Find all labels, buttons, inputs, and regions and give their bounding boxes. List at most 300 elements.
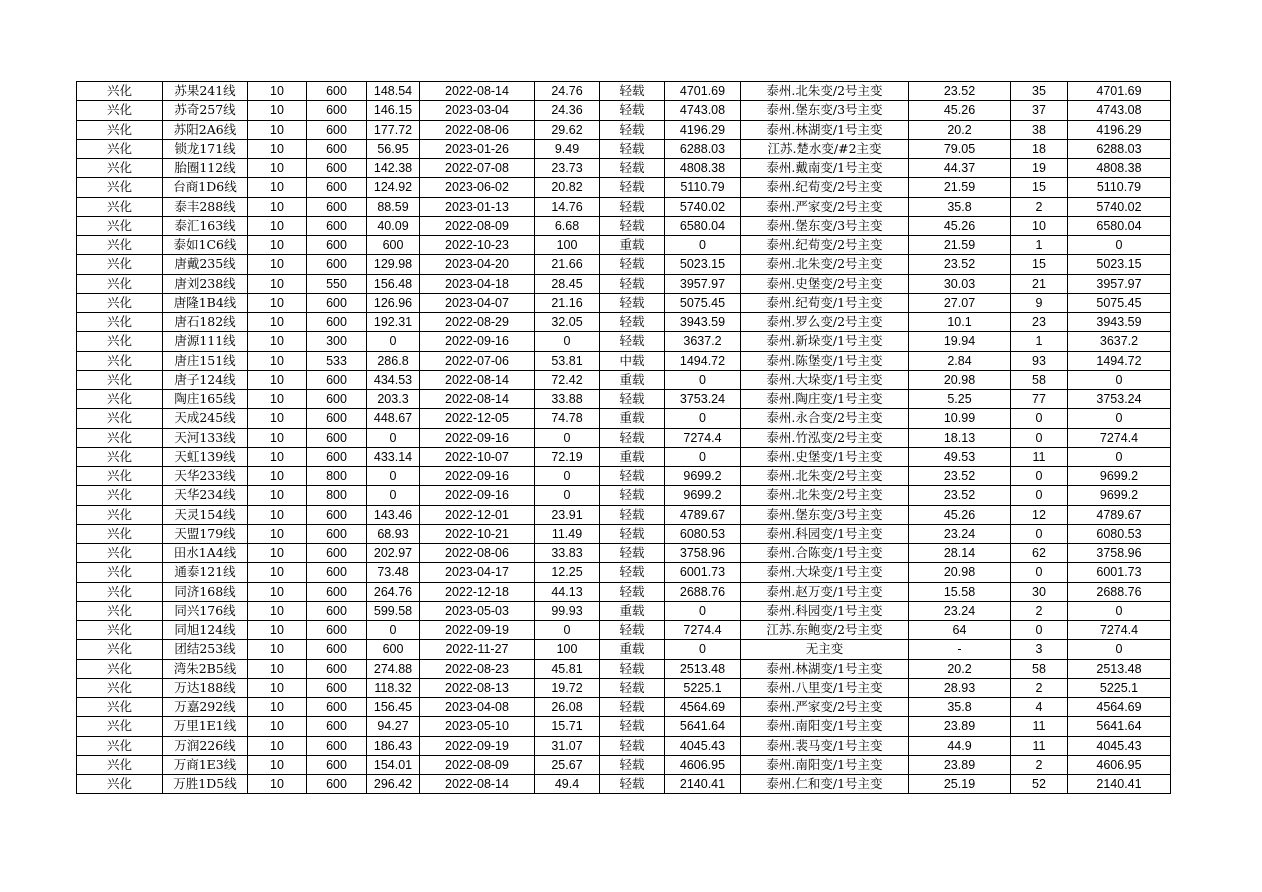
remaining-capacity-cell: 0 xyxy=(1068,601,1171,620)
load-rate-cell: 23.73 xyxy=(535,159,600,178)
available-capacity-cell: 5075.45 xyxy=(665,293,741,312)
transformer-cell: 泰州.仁和变/1号主变 xyxy=(741,775,909,794)
date-cell: 2022-08-23 xyxy=(420,659,535,678)
capacity-cell: 600 xyxy=(307,678,367,697)
load-status-cell: 轻载 xyxy=(600,101,665,120)
voltage-cell: 10 xyxy=(248,698,307,717)
region-cell: 兴化 xyxy=(77,82,163,101)
max-load-cell: 148.54 xyxy=(367,82,420,101)
transformer-load-rate-cell: 28.93 xyxy=(909,678,1011,697)
date-cell: 2022-08-09 xyxy=(420,216,535,235)
max-load-cell: 88.59 xyxy=(367,197,420,216)
region-cell: 兴化 xyxy=(77,505,163,524)
date-cell: 2022-11-27 xyxy=(420,640,535,659)
max-load-cell: 0 xyxy=(367,332,420,351)
voltage-cell: 10 xyxy=(248,409,307,428)
table-row xyxy=(77,178,1171,197)
line-name-cell: 万商1E3线 xyxy=(163,755,248,774)
transformer-load-rate-cell: 28.14 xyxy=(909,544,1011,563)
available-capacity-cell: 6288.03 xyxy=(665,139,741,158)
count-cell: 11 xyxy=(1011,447,1068,466)
region-cell: 兴化 xyxy=(77,101,163,120)
transformer-load-rate-cell: 44.9 xyxy=(909,736,1011,755)
available-capacity-cell: 5225.1 xyxy=(665,678,741,697)
line-name-cell: 苏果241线 xyxy=(163,82,248,101)
voltage-cell: 10 xyxy=(248,351,307,370)
count-cell: 11 xyxy=(1011,736,1068,755)
remaining-capacity-cell: 3943.59 xyxy=(1068,313,1171,332)
voltage-cell: 10 xyxy=(248,736,307,755)
load-status-cell: 重载 xyxy=(600,640,665,659)
region-cell: 兴化 xyxy=(77,698,163,717)
remaining-capacity-cell: 4808.38 xyxy=(1068,159,1171,178)
voltage-cell: 10 xyxy=(248,717,307,736)
transformer-load-rate-cell: 79.05 xyxy=(909,139,1011,158)
transformer-load-rate-cell: 30.03 xyxy=(909,274,1011,293)
line-name-cell: 天华234线 xyxy=(163,486,248,505)
max-load-cell: 202.97 xyxy=(367,544,420,563)
max-load-cell: 146.15 xyxy=(367,101,420,120)
voltage-cell: 10 xyxy=(248,370,307,389)
table-row xyxy=(77,390,1171,409)
table-row xyxy=(77,197,1171,216)
capacity-cell: 600 xyxy=(307,505,367,524)
voltage-cell: 10 xyxy=(248,524,307,543)
remaining-capacity-cell: 0 xyxy=(1068,447,1171,466)
transformer-cell: 泰州.史堡变/1号主变 xyxy=(741,447,909,466)
max-load-cell: 433.14 xyxy=(367,447,420,466)
region-cell: 兴化 xyxy=(77,390,163,409)
remaining-capacity-cell: 0 xyxy=(1068,236,1171,255)
line-name-cell: 唐石182线 xyxy=(163,313,248,332)
date-cell: 2022-12-18 xyxy=(420,582,535,601)
remaining-capacity-cell: 3758.96 xyxy=(1068,544,1171,563)
transformer-load-rate-cell: 23.24 xyxy=(909,601,1011,620)
max-load-cell: 142.38 xyxy=(367,159,420,178)
count-cell: 62 xyxy=(1011,544,1068,563)
capacity-cell: 600 xyxy=(307,120,367,139)
region-cell: 兴化 xyxy=(77,409,163,428)
transformer-cell: 泰州.纪荀变/2号主变 xyxy=(741,236,909,255)
available-capacity-cell: 6001.73 xyxy=(665,563,741,582)
load-rate-cell: 20.82 xyxy=(535,178,600,197)
load-rate-cell: 32.05 xyxy=(535,313,600,332)
load-status-cell: 轻载 xyxy=(600,255,665,274)
remaining-capacity-cell: 5740.02 xyxy=(1068,197,1171,216)
capacity-cell: 600 xyxy=(307,255,367,274)
date-cell: 2022-12-05 xyxy=(420,409,535,428)
max-load-cell: 434.53 xyxy=(367,370,420,389)
region-cell: 兴化 xyxy=(77,293,163,312)
capacity-cell: 600 xyxy=(307,755,367,774)
max-load-cell: 118.32 xyxy=(367,678,420,697)
max-load-cell: 264.76 xyxy=(367,582,420,601)
table-row xyxy=(77,563,1171,582)
max-load-cell: 129.98 xyxy=(367,255,420,274)
date-cell: 2022-08-06 xyxy=(420,544,535,563)
transformer-cell: 泰州.陶庄变/1号主变 xyxy=(741,390,909,409)
line-name-cell: 万里1E1线 xyxy=(163,717,248,736)
transformer-cell: 泰州.竹泓变/2号主变 xyxy=(741,428,909,447)
available-capacity-cell: 0 xyxy=(665,409,741,428)
date-cell: 2022-09-19 xyxy=(420,736,535,755)
line-name-cell: 胎圈112线 xyxy=(163,159,248,178)
region-cell: 兴化 xyxy=(77,428,163,447)
transformer-cell: 江苏.东鲍变/2号主变 xyxy=(741,621,909,640)
transformer-load-rate-cell: 18.13 xyxy=(909,428,1011,447)
region-cell: 兴化 xyxy=(77,736,163,755)
capacity-cell: 600 xyxy=(307,178,367,197)
table-row xyxy=(77,293,1171,312)
max-load-cell: 40.09 xyxy=(367,216,420,235)
voltage-cell: 10 xyxy=(248,640,307,659)
transformer-load-rate-cell: 20.2 xyxy=(909,120,1011,139)
available-capacity-cell: 7274.4 xyxy=(665,428,741,447)
date-cell: 2022-07-08 xyxy=(420,159,535,178)
max-load-cell: 192.31 xyxy=(367,313,420,332)
line-name-cell: 唐源111线 xyxy=(163,332,248,351)
available-capacity-cell: 2513.48 xyxy=(665,659,741,678)
voltage-cell: 10 xyxy=(248,428,307,447)
transformer-cell: 泰州.林湖变/1号主变 xyxy=(741,120,909,139)
table-row xyxy=(77,255,1171,274)
max-load-cell: 274.88 xyxy=(367,659,420,678)
voltage-cell: 10 xyxy=(248,197,307,216)
capacity-cell: 600 xyxy=(307,293,367,312)
max-load-cell: 0 xyxy=(367,467,420,486)
load-rate-cell: 21.66 xyxy=(535,255,600,274)
load-status-cell: 轻载 xyxy=(600,582,665,601)
transformer-load-rate-cell: 20.98 xyxy=(909,370,1011,389)
transformer-load-rate-cell: 21.59 xyxy=(909,236,1011,255)
line-name-cell: 陶庄165线 xyxy=(163,390,248,409)
transformer-load-rate-cell: 10.1 xyxy=(909,313,1011,332)
transformer-cell: 泰州.北朱变/2号主变 xyxy=(741,255,909,274)
load-status-cell: 轻载 xyxy=(600,178,665,197)
transformer-load-rate-cell: 10.99 xyxy=(909,409,1011,428)
load-status-cell: 轻载 xyxy=(600,120,665,139)
transformer-cell: 泰州.南阳变/1号主变 xyxy=(741,717,909,736)
voltage-cell: 10 xyxy=(248,467,307,486)
region-cell: 兴化 xyxy=(77,563,163,582)
count-cell: 15 xyxy=(1011,255,1068,274)
transformer-cell: 泰州.大垛变/1号主变 xyxy=(741,370,909,389)
voltage-cell: 10 xyxy=(248,274,307,293)
load-rate-cell: 9.49 xyxy=(535,139,600,158)
available-capacity-cell: 4196.29 xyxy=(665,120,741,139)
region-cell: 兴化 xyxy=(77,370,163,389)
line-name-cell: 同旭124线 xyxy=(163,621,248,640)
voltage-cell: 10 xyxy=(248,390,307,409)
line-name-cell: 万达188线 xyxy=(163,678,248,697)
region-cell: 兴化 xyxy=(77,640,163,659)
table-row xyxy=(77,582,1171,601)
count-cell: 19 xyxy=(1011,159,1068,178)
voltage-cell: 10 xyxy=(248,582,307,601)
load-status-cell: 轻载 xyxy=(600,717,665,736)
load-status-cell: 轻载 xyxy=(600,313,665,332)
capacity-cell: 600 xyxy=(307,447,367,466)
date-cell: 2023-03-04 xyxy=(420,101,535,120)
voltage-cell: 10 xyxy=(248,775,307,794)
remaining-capacity-cell: 6580.04 xyxy=(1068,216,1171,235)
voltage-cell: 10 xyxy=(248,544,307,563)
date-cell: 2022-07-06 xyxy=(420,351,535,370)
voltage-cell: 10 xyxy=(248,236,307,255)
region-cell: 兴化 xyxy=(77,467,163,486)
count-cell: 93 xyxy=(1011,351,1068,370)
voltage-cell: 10 xyxy=(248,216,307,235)
date-cell: 2023-04-07 xyxy=(420,293,535,312)
voltage-cell: 10 xyxy=(248,678,307,697)
load-status-cell: 轻载 xyxy=(600,390,665,409)
load-status-cell: 轻载 xyxy=(600,524,665,543)
region-cell: 兴化 xyxy=(77,197,163,216)
table-row xyxy=(77,678,1171,697)
line-name-cell: 同兴176线 xyxy=(163,601,248,620)
table-row xyxy=(77,139,1171,158)
load-status-cell: 轻载 xyxy=(600,428,665,447)
remaining-capacity-cell: 4196.29 xyxy=(1068,120,1171,139)
available-capacity-cell: 4808.38 xyxy=(665,159,741,178)
count-cell: 10 xyxy=(1011,216,1068,235)
table-row xyxy=(77,775,1171,794)
voltage-cell: 10 xyxy=(248,505,307,524)
transformer-cell: 泰州.大垛变/1号主变 xyxy=(741,563,909,582)
region-cell: 兴化 xyxy=(77,601,163,620)
region-cell: 兴化 xyxy=(77,159,163,178)
max-load-cell: 156.45 xyxy=(367,698,420,717)
capacity-cell: 600 xyxy=(307,640,367,659)
table-row xyxy=(77,120,1171,139)
line-name-cell: 唐子124线 xyxy=(163,370,248,389)
available-capacity-cell: 3943.59 xyxy=(665,313,741,332)
table-row xyxy=(77,447,1171,466)
region-cell: 兴化 xyxy=(77,524,163,543)
region-cell: 兴化 xyxy=(77,447,163,466)
load-rate-cell: 31.07 xyxy=(535,736,600,755)
load-rate-cell: 6.68 xyxy=(535,216,600,235)
available-capacity-cell: 5641.64 xyxy=(665,717,741,736)
voltage-cell: 10 xyxy=(248,447,307,466)
count-cell: 58 xyxy=(1011,659,1068,678)
line-name-cell: 天成245线 xyxy=(163,409,248,428)
date-cell: 2022-09-19 xyxy=(420,621,535,640)
load-rate-cell: 28.45 xyxy=(535,274,600,293)
remaining-capacity-cell: 4564.69 xyxy=(1068,698,1171,717)
load-status-cell: 轻载 xyxy=(600,332,665,351)
line-name-cell: 同济168线 xyxy=(163,582,248,601)
capacity-cell: 600 xyxy=(307,524,367,543)
load-rate-cell: 99.93 xyxy=(535,601,600,620)
voltage-cell: 10 xyxy=(248,313,307,332)
load-status-cell: 轻载 xyxy=(600,82,665,101)
date-cell: 2022-08-14 xyxy=(420,370,535,389)
date-cell: 2022-08-13 xyxy=(420,678,535,697)
load-status-cell: 轻载 xyxy=(600,659,665,678)
load-status-cell: 轻载 xyxy=(600,293,665,312)
max-load-cell: 94.27 xyxy=(367,717,420,736)
load-status-cell: 轻载 xyxy=(600,736,665,755)
load-status-cell: 重载 xyxy=(600,601,665,620)
transformer-load-rate-cell: 21.59 xyxy=(909,178,1011,197)
max-load-cell: 186.43 xyxy=(367,736,420,755)
voltage-cell: 10 xyxy=(248,139,307,158)
voltage-cell: 10 xyxy=(248,178,307,197)
load-rate-cell: 0 xyxy=(535,621,600,640)
available-capacity-cell: 3957.97 xyxy=(665,274,741,293)
remaining-capacity-cell: 2140.41 xyxy=(1068,775,1171,794)
capacity-cell: 600 xyxy=(307,601,367,620)
region-cell: 兴化 xyxy=(77,178,163,197)
remaining-capacity-cell: 4743.08 xyxy=(1068,101,1171,120)
transformer-cell: 泰州.合陈变/1号主变 xyxy=(741,544,909,563)
load-status-cell: 轻载 xyxy=(600,755,665,774)
available-capacity-cell: 9699.2 xyxy=(665,467,741,486)
line-name-cell: 天盟179线 xyxy=(163,524,248,543)
load-rate-cell: 49.4 xyxy=(535,775,600,794)
table-row xyxy=(77,659,1171,678)
table-row xyxy=(77,216,1171,235)
remaining-capacity-cell: 1494.72 xyxy=(1068,351,1171,370)
capacity-cell: 600 xyxy=(307,216,367,235)
load-rate-cell: 24.36 xyxy=(535,101,600,120)
transformer-cell: 泰州.堡东变/3号主变 xyxy=(741,505,909,524)
available-capacity-cell: 4606.95 xyxy=(665,755,741,774)
transformer-load-rate-cell: 23.89 xyxy=(909,755,1011,774)
date-cell: 2022-10-21 xyxy=(420,524,535,543)
load-status-cell: 轻载 xyxy=(600,775,665,794)
capacity-cell: 600 xyxy=(307,159,367,178)
transformer-cell: 泰州.赵万变/1号主变 xyxy=(741,582,909,601)
voltage-cell: 10 xyxy=(248,101,307,120)
max-load-cell: 73.48 xyxy=(367,563,420,582)
available-capacity-cell: 3758.96 xyxy=(665,544,741,563)
max-load-cell: 0 xyxy=(367,486,420,505)
capacity-cell: 600 xyxy=(307,659,367,678)
region-cell: 兴化 xyxy=(77,659,163,678)
region-cell: 兴化 xyxy=(77,236,163,255)
load-status-cell: 重载 xyxy=(600,236,665,255)
table-row xyxy=(77,524,1171,543)
available-capacity-cell: 2140.41 xyxy=(665,775,741,794)
table-body xyxy=(77,82,1171,794)
transformer-cell: 泰州.永合变/2号主变 xyxy=(741,409,909,428)
table-row xyxy=(77,101,1171,120)
date-cell: 2023-06-02 xyxy=(420,178,535,197)
count-cell: 30 xyxy=(1011,582,1068,601)
transformer-cell: 泰州.林湖变/1号主变 xyxy=(741,659,909,678)
table-row xyxy=(77,640,1171,659)
max-load-cell: 0 xyxy=(367,621,420,640)
transformer-load-rate-cell: 25.19 xyxy=(909,775,1011,794)
load-status-cell: 重载 xyxy=(600,409,665,428)
remaining-capacity-cell: 4606.95 xyxy=(1068,755,1171,774)
line-name-cell: 天灵154线 xyxy=(163,505,248,524)
region-cell: 兴化 xyxy=(77,139,163,158)
available-capacity-cell: 5023.15 xyxy=(665,255,741,274)
transformer-cell: 泰州.陈堡变/1号主变 xyxy=(741,351,909,370)
capacity-cell: 300 xyxy=(307,332,367,351)
transformer-load-rate-cell: 20.98 xyxy=(909,563,1011,582)
count-cell: 9 xyxy=(1011,293,1068,312)
count-cell: 0 xyxy=(1011,524,1068,543)
line-name-cell: 天虹139线 xyxy=(163,447,248,466)
table-row xyxy=(77,274,1171,293)
remaining-capacity-cell: 3753.24 xyxy=(1068,390,1171,409)
capacity-cell: 600 xyxy=(307,390,367,409)
date-cell: 2023-04-17 xyxy=(420,563,535,582)
remaining-capacity-cell: 4701.69 xyxy=(1068,82,1171,101)
remaining-capacity-cell: 3957.97 xyxy=(1068,274,1171,293)
date-cell: 2022-08-14 xyxy=(420,775,535,794)
voltage-cell: 10 xyxy=(248,659,307,678)
load-rate-cell: 33.88 xyxy=(535,390,600,409)
transformer-load-rate-cell: 45.26 xyxy=(909,216,1011,235)
count-cell: 2 xyxy=(1011,197,1068,216)
remaining-capacity-cell: 0 xyxy=(1068,409,1171,428)
voltage-cell: 10 xyxy=(248,563,307,582)
table-row xyxy=(77,621,1171,640)
max-load-cell: 286.8 xyxy=(367,351,420,370)
line-name-cell: 通泰121线 xyxy=(163,563,248,582)
load-rate-cell: 15.71 xyxy=(535,717,600,736)
date-cell: 2023-01-26 xyxy=(420,139,535,158)
load-rate-cell: 19.72 xyxy=(535,678,600,697)
table-row xyxy=(77,236,1171,255)
max-load-cell: 203.3 xyxy=(367,390,420,409)
load-status-cell: 轻载 xyxy=(600,563,665,582)
load-status-cell: 重载 xyxy=(600,447,665,466)
capacity-cell: 600 xyxy=(307,428,367,447)
count-cell: 4 xyxy=(1011,698,1068,717)
load-status-cell: 重载 xyxy=(600,370,665,389)
line-name-cell: 团结253线 xyxy=(163,640,248,659)
load-rate-cell: 23.91 xyxy=(535,505,600,524)
voltage-cell: 10 xyxy=(248,120,307,139)
count-cell: 2 xyxy=(1011,755,1068,774)
table-row xyxy=(77,82,1171,101)
load-status-cell: 轻载 xyxy=(600,139,665,158)
date-cell: 2022-10-07 xyxy=(420,447,535,466)
remaining-capacity-cell: 5023.15 xyxy=(1068,255,1171,274)
transformer-cell: 泰州.纪荀变/1号主变 xyxy=(741,293,909,312)
max-load-cell: 296.42 xyxy=(367,775,420,794)
line-name-cell: 唐刘238线 xyxy=(163,274,248,293)
date-cell: 2022-09-16 xyxy=(420,332,535,351)
line-name-cell: 唐戴235线 xyxy=(163,255,248,274)
capacity-cell: 600 xyxy=(307,409,367,428)
remaining-capacity-cell: 2688.76 xyxy=(1068,582,1171,601)
remaining-capacity-cell: 5110.79 xyxy=(1068,178,1171,197)
count-cell: 0 xyxy=(1011,409,1068,428)
remaining-capacity-cell: 4789.67 xyxy=(1068,505,1171,524)
transformer-cell: 泰州.八里变/1号主变 xyxy=(741,678,909,697)
load-status-cell: 轻载 xyxy=(600,544,665,563)
line-name-cell: 锁龙171线 xyxy=(163,139,248,158)
transformer-cell: 泰州.罗么变/2号主变 xyxy=(741,313,909,332)
capacity-cell: 600 xyxy=(307,621,367,640)
transformer-load-rate-cell: 64 xyxy=(909,621,1011,640)
date-cell: 2022-09-16 xyxy=(420,486,535,505)
capacity-cell: 550 xyxy=(307,274,367,293)
transformer-cell: 泰州.堡东变/3号主变 xyxy=(741,216,909,235)
remaining-capacity-cell: 9699.2 xyxy=(1068,486,1171,505)
voltage-cell: 10 xyxy=(248,601,307,620)
region-cell: 兴化 xyxy=(77,755,163,774)
line-name-cell: 苏奇257线 xyxy=(163,101,248,120)
load-rate-cell: 45.81 xyxy=(535,659,600,678)
